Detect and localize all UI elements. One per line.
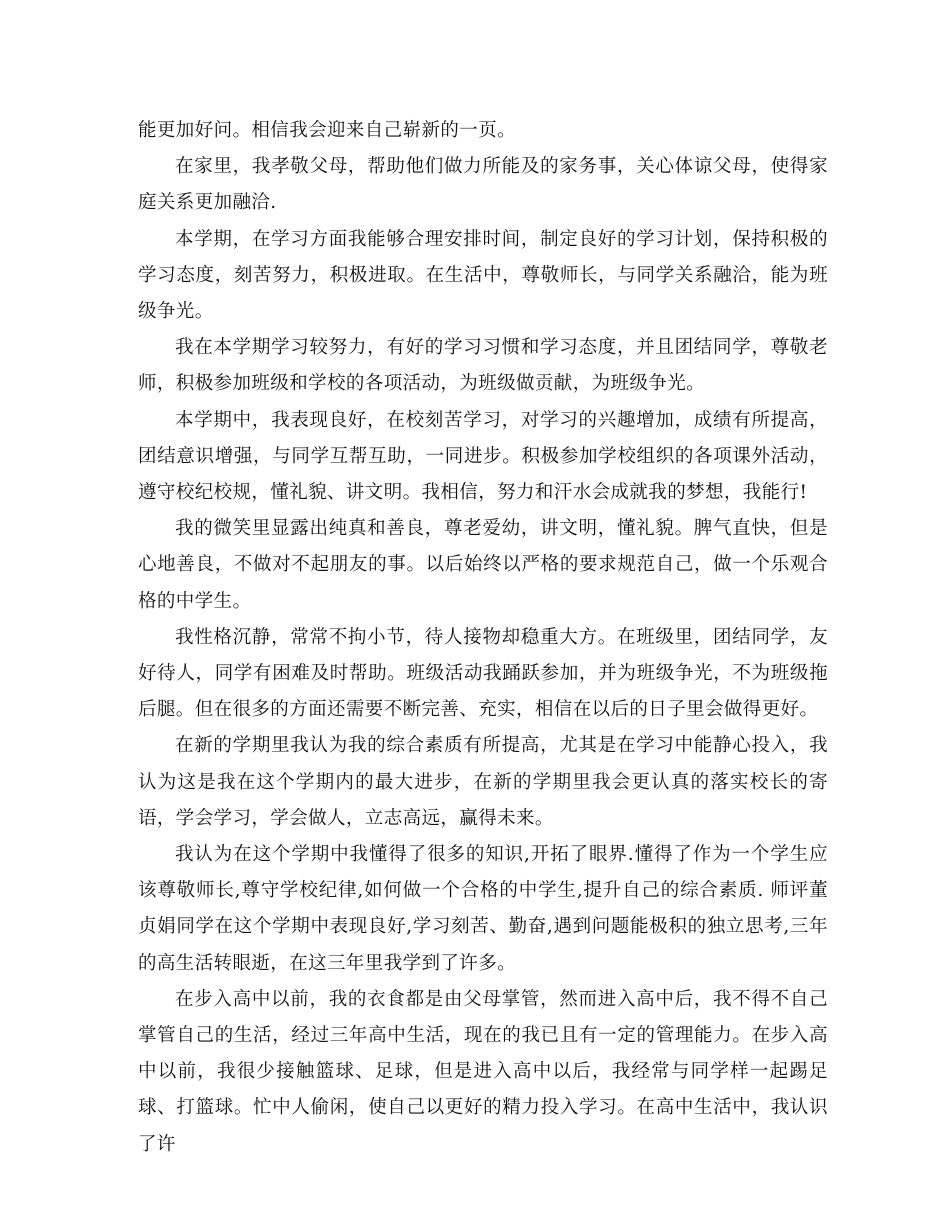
paragraph: 我认为在这个学期中我懂得了很多的知识,开拓了眼界.懂得了作为一个学生应该尊敬师长,尊守学校纪律,如何做一个合格的中学生,提升自己的综合素质. 师评董贞娟同学在这个学期中表现良好,学习刻苦、勤奋,遇到问题能极积的独立思考,三年的高生活转眼逝，在这三年里我学到了许多。 [138, 844, 828, 974]
paragraph: 我的微笑里显露出纯真和善良，尊老爱幼，讲文明，懂礼貌。脾气直快，但是心地善良，不做对不起朋友的事。以后始终以严格的要求规范自己，做一个乐观合格的中学生。 [138, 518, 828, 612]
paragraph: 本学期，在学习方面我能够合理安排时间，制定良好的学习计划，保持积极的学习态度，刻苦努力，积极进取。在生活中，尊敬师长，与同学关系融洽，能为班级争光。 [138, 228, 828, 323]
paragraph: 能更加好问。相信我会迎来自己崭新的一页。 [138, 120, 517, 141]
paragraph: 我性格沉静，常常不拘小节，待人接物却稳重大方。在班级里，团结同学，友好待人，同学有困难及时帮助。班级活动我踊跃参加，并为班级争光，不为班级拖后腿。但在很多的方面还需要不断完善、充实，相信在以后的日子里会做得更好。 [138, 626, 828, 721]
paragraph: 在新的学期里我认为我的综合素质有所提高，尤其是在学习中能静心投入，我认为这是我在这个学期内的最大进步，在新的学期里我会更认真的落实校长的寄语，学会学习，学会做人，立志高远，赢得未来。 [138, 735, 828, 829]
paragraph: 我在本学期学习较努力，有好的学习习惯和学习态度，并且团结同学，尊敬老师，积极参加班级和学校的各项活动，为班级做贡献，为班级争光。 [138, 337, 828, 395]
document-body [138, 113, 828, 1163]
paragraph: 在步入高中以前，我的衣食都是由父母掌管，然而进入高中后，我不得不自己掌管自己的生活，经过三年高中生活，现在的我已且有一定的管理能力。在步入高中以前，我很少接触篮球、足球，但是进入高中以后，我经常与同学样一起踢足球、打篮球。忙中人偷闲，使自己以更好的精力投入学习。在高中生活中，我认识了许 [138, 988, 828, 1155]
paragraph: 本学期中，我表现良好，在校刻苦学习，对学习的兴趣增加，成绩有所提高，团结意识增强，与同学互帮互助，一同进步。积极参加学校组织的各项课外活动，遵守校纪校规，懂礼貌、讲文明。我相信，努力和汗水会成就我的梦想，我能行! [138, 409, 828, 504]
paragraph: 在家里，我孝敬父母，帮助他们做力所能及的家务事，关心体谅父母，使得家庭关系更加融洽. [138, 156, 828, 214]
